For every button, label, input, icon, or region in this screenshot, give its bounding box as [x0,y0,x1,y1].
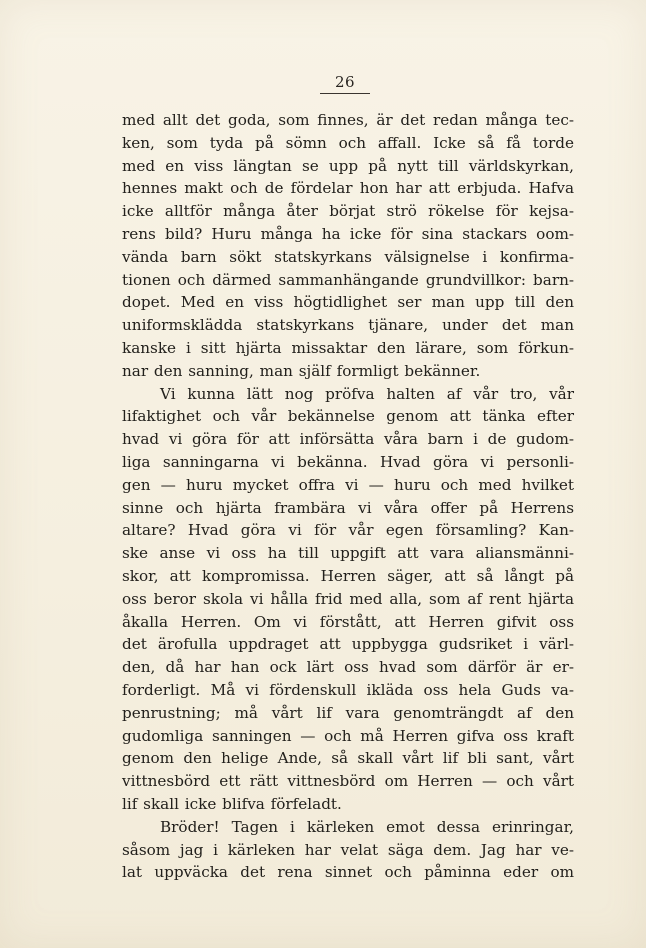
text-line: penrustning; må vårt lif vara genomträngdt af den [122,703,574,722]
text-line: lat uppväcka det rena sinnet och påminna eder om [122,863,574,882]
text-line: liga sanningarna vi bekänna. Hvad göra vi personli- [122,452,574,471]
text-line: gudomliga sanningen — och må Herren gifva oss kraft [122,726,574,745]
text-line: med en viss längtan se upp på nytt till världskyrkan, [122,156,574,175]
text-line: gen — huru mycket offra vi — huru och med hvilket [122,475,574,494]
text-line: oss beror skola vi hålla frid med alla, som af rent hjärta [122,589,574,608]
text-line: vända barn sökt statskyrkans välsignelse i konfirma- [122,247,574,266]
text-line: skor, att kompromissa. Herren säger, att så långt på [122,566,574,585]
body-text [122,109,574,884]
text-line: sinne och hjärta frambära vi våra offer på Herrens [122,498,574,517]
text-line: tionen och därmed sammanhängande grundvillkor: barn- [122,270,574,289]
text-line: vittnesbörd ett rätt vittnesbörd om Herren — och vårt [122,772,574,791]
text-line: lif skall icke blifva förfeladt. [122,794,342,813]
text-line: den, då har han ock lärt oss hvad som därför är er- [122,658,574,677]
text-line: med allt det goda, som finnes, är det redan många tec- [122,111,574,129]
text-line: forderligt. Må vi fördenskull ikläda oss hela Guds va- [122,680,574,699]
text-line: ken, som tyda på sömn och affall. Icke så få torde [122,133,574,152]
text-line: det ärofulla uppdraget att uppbygga gudsriket i värl- [122,635,574,654]
text-line: ske anse vi oss ha till uppgift att vara aliansmänni- [122,544,574,563]
text-line: såsom jag i kärleken har velat säga dem. Jag har ve- [122,840,574,859]
text-line: rens bild? Huru många ha icke för sina stackars oom- [122,224,574,243]
text-line: genom den helige Ande, så skall vårt lif bli sant, vårt [122,749,574,768]
text-line: åkalla Herren. Om vi förstått, att Herren gifvit oss [122,612,574,631]
text-line: altare? Hvad göra vi för vår egen församling? Kan- [122,521,574,540]
page-number: 26 [320,73,370,94]
text-line: icke alltför många åter börjat strö rökelse för kejsa- [122,202,574,221]
paragraph-start-line: Bröder! Tagen i kärleken emot dessa erinringar, [160,817,574,836]
text-line: uniformsklädda statskyrkans tjänare, under det man [122,316,574,335]
text-line: lifaktighet och vår bekännelse genom att tänka efter [122,407,574,426]
text-line: kanske i sitt hjärta missaktar den lärare, som förkun- [122,338,574,357]
text-line: hvad vi göra för att införsätta våra barn i de gudom- [122,430,574,449]
paragraph-start-line: Vi kunna lätt nog pröfva halten af vår tro, vår [160,384,574,403]
text-line: hennes makt och de fördelar hon har att erbjuda. Hafva [122,179,574,198]
text-line: nar den sanning, man själf formligt bekänner. [122,361,481,380]
text-line: dopet. Med en viss högtidlighet ser man upp till den [122,293,574,312]
